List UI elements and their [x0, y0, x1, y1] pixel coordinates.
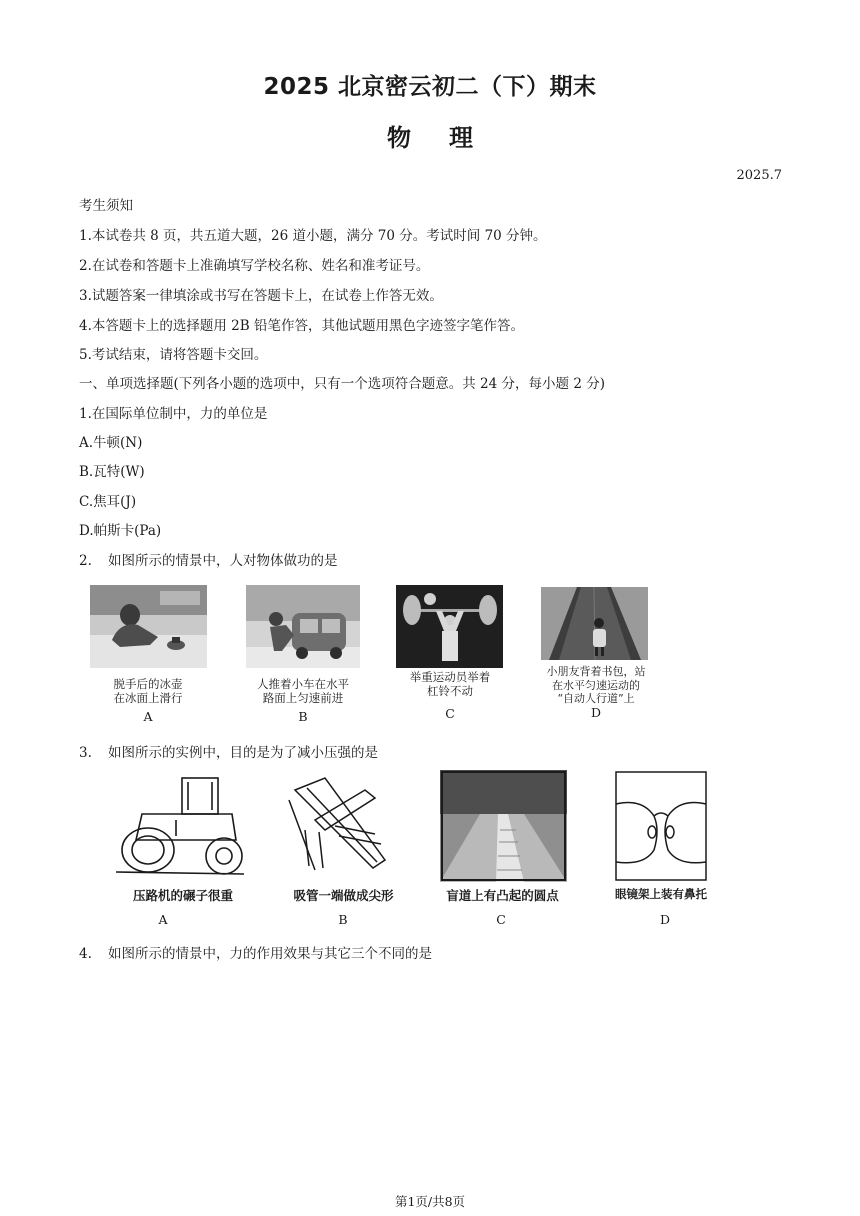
q2-stem-line: [79, 549, 338, 569]
q2-photo-curling: [90, 585, 207, 668]
notice-item-1: 1.本试卷共 8 页，共五道大题，26 道小题，满分 70 分。考试时间 70 分钟。: [79, 228, 547, 244]
q1-option-c: C.焦耳(J): [79, 494, 137, 510]
q2-photo-weightlifter: [396, 585, 503, 668]
q1-option-d: D.帕斯卡(Pa): [79, 523, 162, 539]
q3-label-d: D: [659, 912, 671, 927]
q2-caption-a: 脱手后的冰壶 在冰面上滑行: [113, 677, 183, 705]
exam-date: 2025.7: [736, 168, 782, 183]
q4-number: 4.: [79, 946, 92, 962]
q4-stem-line: [79, 942, 432, 962]
q3-drawing-glasses: [614, 770, 708, 882]
q3-caption-d: 眼镜架上装有鼻托: [615, 887, 707, 901]
q2-caption-d: 小朋友背着书包，站 在水平匀速运动的 “自动人行道”上: [546, 665, 646, 705]
q3-caption-a: 压路机的碾子很重: [132, 888, 233, 903]
q2-label-d: D: [590, 705, 602, 720]
q3-stem: 如图所示的实例中，目的是为了减小压强的是: [108, 745, 378, 761]
notice-item-5: 5.考试结束，请将答题卡交回。: [79, 347, 268, 363]
q1-option-b: B.瓦特(W): [79, 464, 145, 480]
notice-heading: 考生须知: [79, 198, 133, 214]
notice-item-2: 2.在试卷和答题卡上准确填写学校名称、姓名和准考证号。: [79, 258, 430, 274]
q2-caption-c: 举重运动员举着 杠铃不动: [409, 670, 491, 698]
q2-label-b: B: [298, 709, 308, 724]
q2-photo-cart: [246, 585, 360, 668]
q3-number: 3.: [79, 745, 92, 761]
q3-label-b: B: [338, 912, 348, 927]
exam-title: 2025 北京密云初二（下）期末: [263, 74, 597, 100]
q2-stem: 如图所示的情景中，人对物体做功的是: [108, 553, 338, 569]
q1-option-a: A.牛顿(N): [79, 435, 143, 451]
q3-stem-line: [79, 741, 378, 761]
q3-photo-tactile-paving: [440, 770, 567, 882]
q3-drawing-road-roller: [112, 770, 252, 882]
q2-label-a: A: [143, 709, 153, 724]
q1-stem: 1.在国际单位制中，力的单位是: [79, 406, 268, 422]
q4-stem: 如图所示的情景中，力的作用效果与其它三个不同的是: [108, 946, 432, 962]
q2-photo-walkway: [541, 587, 648, 660]
q2-number: 2.: [79, 553, 92, 569]
q3-caption-c: 盲道上有凸起的圆点: [446, 888, 559, 903]
q3-drawing-straw: [285, 770, 400, 882]
q3-label-c: C: [496, 912, 506, 927]
section-heading: 一、单项选择题(下列各小题的选项中，只有一个选项符合题意。共 24 分，每小题 2 分): [79, 376, 605, 392]
subject-title: 物理: [387, 124, 511, 152]
page-footer: 第1页/共8页: [394, 1194, 466, 1209]
q2-caption-b: 人推着小车在水平 路面上匀速前进: [257, 677, 349, 705]
notice-item-3: 3.试题答案一律填涂或书写在答题卡上，在试卷上作答无效。: [79, 288, 443, 304]
notice-item-4: 4.本答题卡上的选择题用 2B 铅笔作答，其他试题用黑色字迹签字笔作答。: [79, 318, 524, 334]
q3-label-a: A: [158, 912, 168, 927]
q2-label-c: C: [445, 706, 455, 721]
q3-caption-b: 吸管一端做成尖形: [293, 888, 394, 903]
